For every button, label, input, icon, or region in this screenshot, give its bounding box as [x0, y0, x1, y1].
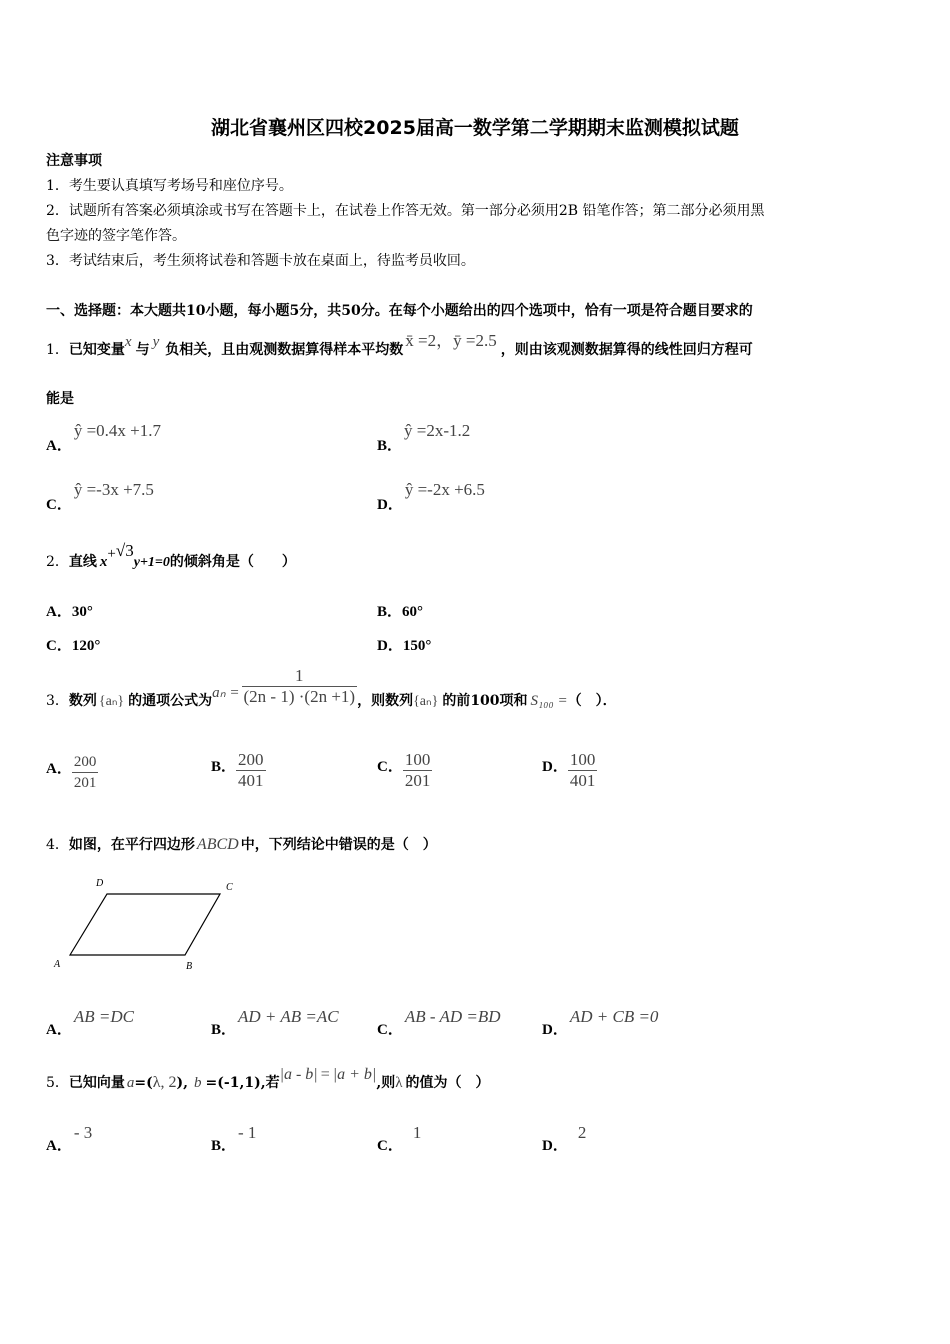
option-label: B．	[377, 604, 403, 620]
option-label: B．	[377, 438, 403, 454]
vertex-label-a: A	[54, 959, 61, 970]
question-5	[46, 1066, 490, 1091]
q3-option-d[interactable]	[542, 750, 597, 791]
q1-text-2: 与	[135, 342, 150, 358]
option-label: D．	[542, 758, 568, 775]
option-label: C．	[46, 638, 72, 654]
option-label: A．	[46, 438, 72, 454]
q5-abs-diff: |a - b|	[279, 1066, 318, 1083]
q1-text-3: 负相关，且由观测数据算得样本平均数	[165, 342, 404, 358]
q1-text-4: ，则由该观测数据算得的线性回归方程可	[500, 342, 753, 358]
vertex-label-c: C	[226, 882, 233, 893]
q3-text-4: 的前	[442, 692, 471, 709]
q3-option-a[interactable]	[46, 752, 98, 793]
question-3	[46, 666, 617, 707]
option-expr: ŷ =0.4x +1.7	[73, 421, 162, 440]
q5-option-c[interactable]	[377, 1122, 422, 1154]
option-value: - 3	[73, 1123, 93, 1142]
parallelogram-figure	[50, 872, 240, 977]
q1-option-c[interactable]	[46, 479, 154, 513]
q5-abs-sum: |a + b|	[332, 1066, 377, 1083]
q5-option-d[interactable]	[542, 1122, 587, 1154]
q1-var-x: x	[124, 334, 132, 350]
option-label: D．	[377, 638, 403, 654]
q3-numerator: 1	[242, 666, 358, 687]
option-expr: ŷ =2x-1.2	[404, 421, 471, 440]
notice-heading: 注意事项	[46, 153, 102, 169]
q3-seq2: {aₙ}	[413, 693, 439, 709]
q3-n100: 100	[470, 692, 500, 709]
option-denominator: 201	[404, 771, 431, 790]
q1-var-y: y	[152, 334, 160, 350]
q4-text-2: 中，下列结论中错误的是（ ）	[240, 837, 437, 853]
q5-vec-b: b	[194, 1075, 202, 1091]
question-4	[46, 836, 437, 854]
option-expr: ŷ =-2x +6.5	[404, 480, 485, 499]
q2-option-d[interactable]	[377, 634, 431, 655]
option-value: 2	[577, 1123, 587, 1142]
q4-option-b[interactable]	[211, 1006, 339, 1038]
q1-means: x̄ =2，ȳ =2.5	[405, 331, 497, 350]
notice-item-3: 3．考试结束后，考生须将试卷和答题卡放在桌面上，待监考员收回。	[46, 253, 475, 269]
option-expr: AD + AB =AC	[238, 1007, 339, 1026]
option-label: B．	[211, 758, 237, 775]
option-expr: ŷ =-3x +7.5	[73, 480, 154, 499]
q2-option-b[interactable]	[377, 600, 423, 621]
notice-item-2: 2．试题所有答案必须填涂或书写在答题卡上，在试卷上作答无效。第一部分必须用2B 铅笔作答；第二部分必须用黑	[46, 203, 765, 219]
q2-var-x: x	[99, 554, 108, 570]
option-label: C．	[46, 497, 72, 513]
option-label: C．	[377, 1022, 403, 1038]
option-label: A．	[46, 604, 72, 620]
q5-option-b[interactable]	[211, 1122, 257, 1154]
q1-option-d[interactable]	[377, 479, 485, 513]
q3-option-b[interactable]	[211, 750, 266, 791]
option-label: B．	[211, 1138, 237, 1154]
option-numerator: 100	[569, 750, 596, 769]
vertex-label-b: B	[186, 961, 193, 972]
q3-number: 3．	[46, 692, 69, 709]
vertex-label-d: D	[96, 878, 104, 889]
option-label: C．	[377, 1138, 403, 1154]
q1-option-b[interactable]	[377, 420, 471, 454]
q1-number: 1．	[46, 342, 69, 358]
q3-option-c[interactable]	[377, 750, 432, 791]
q4-option-c[interactable]	[377, 1006, 501, 1038]
q3-denominator: (2n - 1) ·(2n +1)	[243, 687, 356, 706]
q5-lambda: λ	[395, 1075, 403, 1091]
page-title: 湖北省襄州区四校2025届高一数学第二学期期末监测模拟试题	[211, 117, 739, 139]
notice-item-2-cont: 色字迹的签字笔作答。	[46, 228, 186, 244]
q4-option-d[interactable]	[542, 1006, 659, 1038]
q3-seq: {aₙ}	[98, 693, 125, 709]
q1-option-a[interactable]	[46, 420, 162, 454]
notice-item-1: 1．考生要认真填写考场号和座位序号。	[46, 178, 293, 194]
question-1	[46, 331, 753, 359]
q4-number: 4．	[46, 837, 69, 853]
q5-equals: =	[320, 1066, 330, 1083]
q5-text-5: ,则	[376, 1075, 396, 1091]
q3-text-3: ，则数列	[357, 692, 414, 709]
option-numerator: 200	[238, 750, 264, 769]
q2-sqrt: √3	[115, 541, 134, 560]
option-value: 120°	[71, 638, 101, 654]
option-label: D．	[542, 1022, 568, 1038]
q5-option-a[interactable]	[46, 1122, 93, 1154]
option-denominator: 401	[569, 771, 596, 790]
option-label: D．	[377, 497, 403, 513]
option-value: 30°	[71, 604, 93, 620]
q2-eq: y+1=0	[133, 555, 170, 570]
option-label: B．	[211, 1022, 237, 1038]
q5-text-6: 的值为（ ）	[405, 1075, 490, 1091]
q4-abcd: ABCD	[196, 836, 239, 853]
q5-vec-a: a	[126, 1075, 135, 1091]
q5-lambda-2: λ, 2	[152, 1074, 177, 1091]
q2-text-1: 直线	[68, 554, 97, 570]
option-expr: AB - AD =BD	[404, 1007, 501, 1026]
q5-text-4: =(-1,1),若	[205, 1075, 280, 1091]
q3-fraction	[242, 666, 358, 707]
q3-an: aₙ =	[212, 684, 240, 701]
option-expr: AB =DC	[73, 1007, 134, 1026]
q2-option-a[interactable]	[46, 600, 93, 621]
option-label: A．	[46, 1138, 72, 1154]
q1-text-5: 能是	[46, 391, 74, 407]
option-label: A．	[46, 1022, 72, 1038]
option-label: C．	[377, 758, 403, 775]
q2-text-3: 的倾斜角是（ ）	[169, 554, 296, 570]
q5-text-2: =(	[134, 1075, 153, 1091]
q5-text-1: 已知向量	[68, 1075, 125, 1091]
option-label: D．	[542, 1138, 568, 1154]
option-value: - 1	[238, 1123, 257, 1142]
q4-option-a[interactable]	[46, 1006, 134, 1038]
q3-s100: S₁₀₀ =	[530, 692, 568, 709]
option-value: 60°	[402, 604, 424, 620]
option-expr: AD + CB =0	[569, 1007, 659, 1026]
q1-text-1: 已知变量	[68, 342, 125, 358]
option-value: 150°	[402, 638, 432, 654]
question-2	[46, 541, 296, 572]
option-denominator: 401	[238, 771, 264, 790]
q2-plus: +	[107, 546, 116, 562]
q3-text-6: （ ）．	[567, 692, 617, 709]
parallelogram-shape	[70, 894, 220, 955]
q3-text-5: 项和	[499, 692, 528, 709]
option-label: A．	[46, 760, 72, 777]
q2-number: 2．	[46, 554, 69, 570]
q5-number: 5．	[46, 1075, 69, 1091]
option-numerator: 100	[404, 750, 431, 769]
q4-text-1: 如图，在平行四边形	[68, 837, 195, 853]
q3-text-2: 的通项公式为	[128, 692, 213, 709]
section-heading: 一、选择题：本大题共10小题，每小题5分，共50分。在每个小题给出的四个选项中，恰有一项是符合题目要求的	[46, 303, 753, 319]
q3-text-1: 数列	[68, 692, 97, 709]
option-numerator: 200	[72, 752, 99, 773]
q2-option-c[interactable]	[46, 634, 100, 655]
q5-text-3: ),	[176, 1075, 189, 1091]
option-denominator: 201	[73, 775, 97, 791]
option-value: 1	[412, 1123, 422, 1142]
